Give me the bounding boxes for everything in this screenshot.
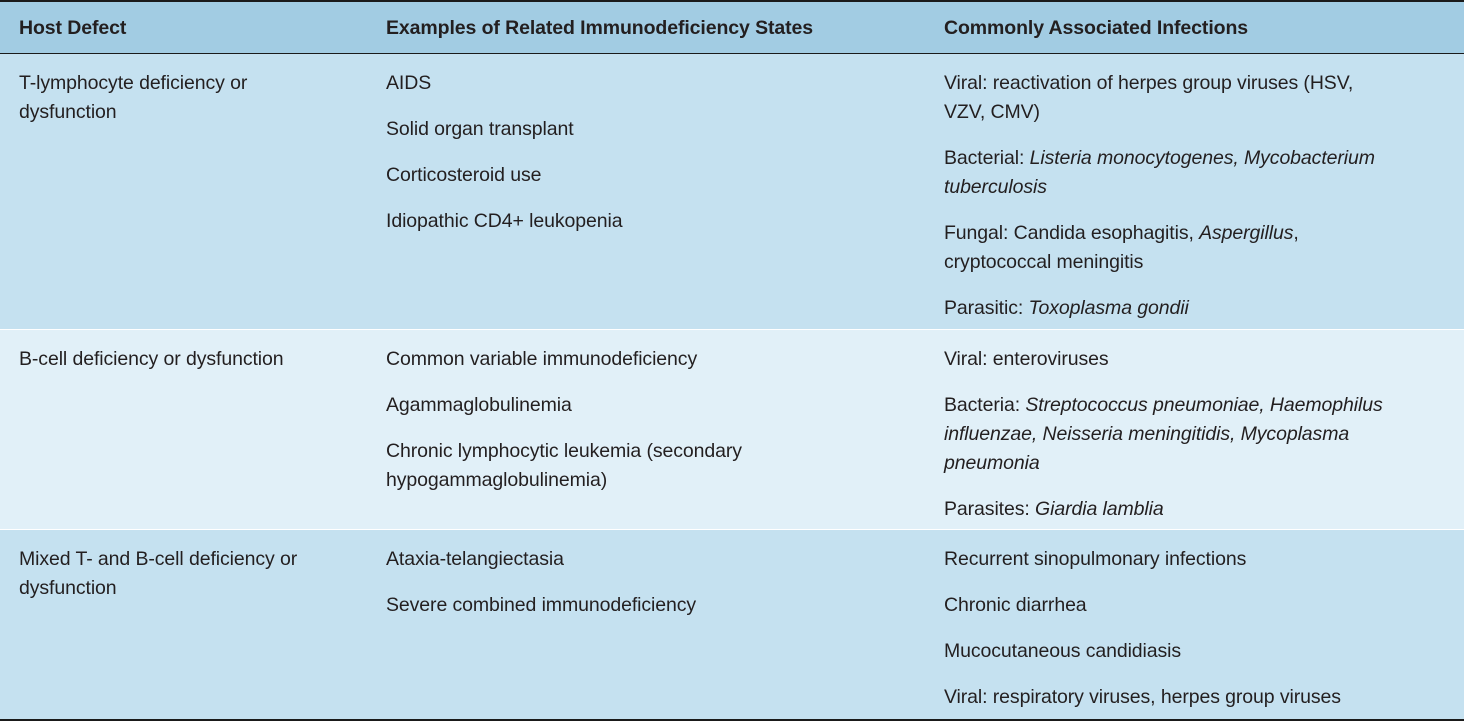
table-header-row bbox=[0, 2, 1464, 54]
states-cell bbox=[367, 330, 925, 529]
table-row bbox=[0, 54, 1464, 330]
infection-item: Viral: respiratory viruses, herpes group viruses bbox=[944, 686, 1341, 708]
state-item: Corticosteroid use bbox=[386, 164, 542, 186]
host-defect-cell bbox=[0, 530, 367, 719]
infection-item: Mucocutaneous candidiasis bbox=[944, 640, 1182, 662]
infections-cell bbox=[925, 54, 1464, 329]
state-item: Solid organ transplant bbox=[386, 118, 574, 140]
infection-item: Viral: enteroviruses bbox=[944, 348, 1109, 370]
header-associated-infections: Commonly Associated Infections bbox=[944, 17, 1249, 39]
infection-item: Recurrent sinopulmonary infections bbox=[944, 548, 1247, 570]
table-row bbox=[0, 330, 1464, 530]
host-defect-cell bbox=[0, 54, 367, 329]
host-defect-cell bbox=[0, 330, 367, 529]
infection-item: Bacteria: Streptococcus pneumoniae, Haemophilus influenzae, Neisseria meningitidis, Mycoplasma pneumonia bbox=[944, 394, 1383, 474]
infection-item: Bacterial: Listeria monocytogenes, Mycobacterium tuberculosis bbox=[944, 147, 1375, 198]
infection-item: Viral: reactivation of herpes group viruses (HSV, VZV, CMV) bbox=[944, 72, 1354, 123]
states-cell bbox=[367, 54, 925, 329]
host-defect-text: T-lymphocyte deficiency or dysfunction bbox=[19, 72, 248, 123]
header-immunodeficiency-states: Examples of Related Immunodeficiency States bbox=[386, 17, 814, 39]
table-row bbox=[0, 530, 1464, 719]
state-item: Ataxia-telangiectasia bbox=[386, 548, 564, 570]
state-item: Common variable immunodeficiency bbox=[386, 348, 698, 370]
host-defect-text: B-cell deficiency or dysfunction bbox=[19, 348, 284, 370]
infections-cell bbox=[925, 330, 1464, 529]
state-item: AIDS bbox=[386, 72, 432, 94]
states-cell bbox=[367, 530, 925, 719]
infections-cell bbox=[925, 530, 1464, 719]
host-defect-text: Mixed T- and B-cell deficiency or dysfunction bbox=[19, 548, 298, 599]
infection-item: Chronic diarrhea bbox=[944, 594, 1087, 616]
header-host-defect: Host Defect bbox=[19, 17, 127, 39]
infection-item: Parasites: Giardia lamblia bbox=[944, 498, 1164, 520]
infection-item: Parasitic: Toxoplasma gondii bbox=[944, 297, 1189, 319]
state-item: Idiopathic CD4+ leukopenia bbox=[386, 210, 623, 232]
state-item: Severe combined immunodeficiency bbox=[386, 594, 697, 616]
state-item: Chronic lymphocytic leukemia (secondary hypogammaglobulinemia) bbox=[386, 440, 742, 491]
infection-item: Fungal: Candida esophagitis, Aspergillus, cryptococcal meningitis bbox=[944, 222, 1299, 273]
state-item: Agammaglobulinemia bbox=[386, 394, 572, 416]
